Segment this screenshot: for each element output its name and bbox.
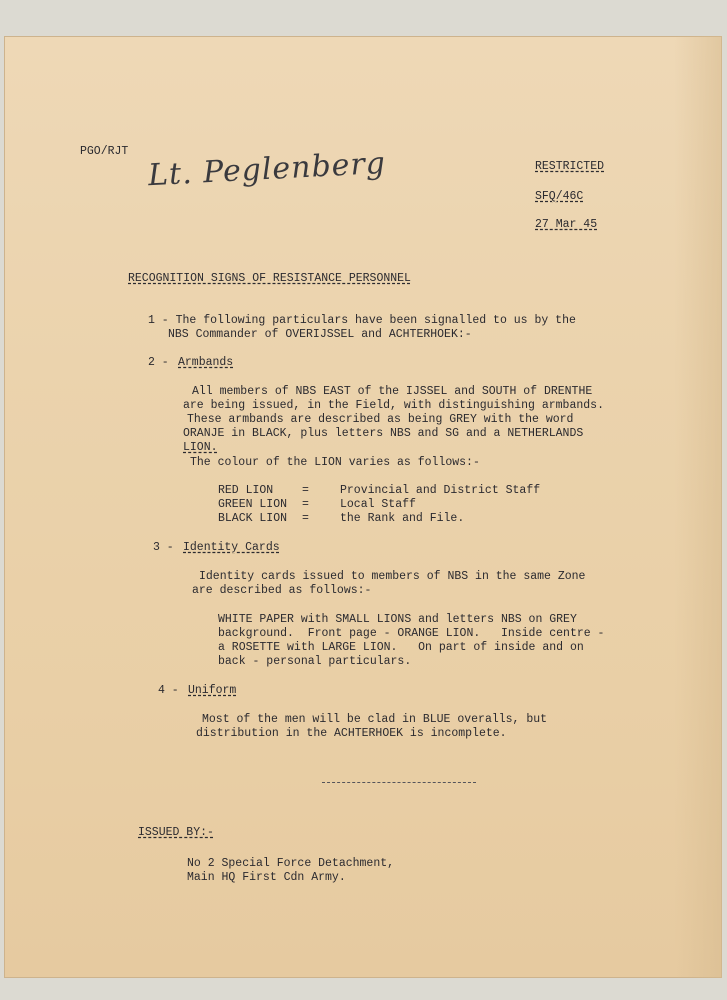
- separator-line: [322, 782, 476, 783]
- lion-equals: =: [302, 512, 309, 525]
- issuer-line1: No 2 Special Force Detachment,: [187, 857, 395, 870]
- lion-name: BLACK LION: [218, 512, 288, 525]
- file-reference: SFQ/46C: [535, 190, 584, 203]
- handwritten-signature: Lt. Peglenberg: [147, 145, 387, 194]
- classification-label: RESTRICTED: [535, 160, 605, 173]
- lion-description: Local Staff: [340, 498, 416, 511]
- document-title: RECOGNITION SIGNS OF RESISTANCE PERSONNEL: [128, 272, 411, 285]
- section2-number: 2 -: [148, 356, 169, 369]
- identity-card-desc: background. Front page - ORANGE LION. Inside centre -: [218, 627, 605, 640]
- section2-line: ORANJE in BLACK, plus letters NBS and SG and a NETHERLANDS: [183, 427, 584, 440]
- section3-line: are described as follows:-: [192, 584, 372, 597]
- identity-card-desc: back - personal particulars.: [218, 655, 412, 668]
- section3-number: 3 -: [153, 541, 174, 554]
- section2-line: All members of NBS EAST of the IJSSEL and SOUTH of DRENTHE: [192, 385, 593, 398]
- lion-name: RED LION: [218, 484, 274, 497]
- lion-description: Provincial and District Staff: [340, 484, 541, 497]
- identity-card-desc: WHITE PAPER with SMALL LIONS and letters NBS on GREY: [218, 613, 577, 626]
- issued-by-label: ISSUED BY:-: [138, 826, 214, 839]
- issuer-line2: Main HQ First Cdn Army.: [187, 871, 346, 884]
- section2-heading: Armbands: [178, 356, 234, 369]
- section3-line: Identity cards issued to members of NBS in the same Zone: [199, 570, 586, 583]
- para1-line2: NBS Commander of OVERIJSSEL and ACHTERHOEK:-: [168, 328, 472, 341]
- lion-description: the Rank and File.: [340, 512, 465, 525]
- lion-equals: =: [302, 498, 309, 511]
- lion-name: GREEN LION: [218, 498, 288, 511]
- identity-card-desc: a ROSETTE with LARGE LION. On part of inside and on: [218, 641, 584, 654]
- lion-colour-intro: The colour of the LION varies as follows:-: [190, 456, 480, 469]
- reference-initials: PGO/RJT: [80, 145, 129, 158]
- para1-line1: 1 - The following particulars have been signalled to us by the: [148, 314, 576, 327]
- lion-equals: =: [302, 484, 309, 497]
- section2-line: are being issued, in the Field, with distinguishing armbands.: [183, 399, 604, 412]
- section4-line: Most of the men will be clad in BLUE overalls, but: [202, 713, 548, 726]
- section3-heading: Identity Cards: [183, 541, 280, 554]
- section4-heading: Uniform: [188, 684, 237, 697]
- section2-line: These armbands are described as being GREY with the word: [187, 413, 574, 426]
- section4-number: 4 -: [158, 684, 179, 697]
- document-date: 27 Mar 45: [535, 218, 598, 231]
- section4-line: distribution in the ACHTERHOEK is incomplete.: [196, 727, 507, 740]
- section2-line: LION.: [183, 441, 218, 454]
